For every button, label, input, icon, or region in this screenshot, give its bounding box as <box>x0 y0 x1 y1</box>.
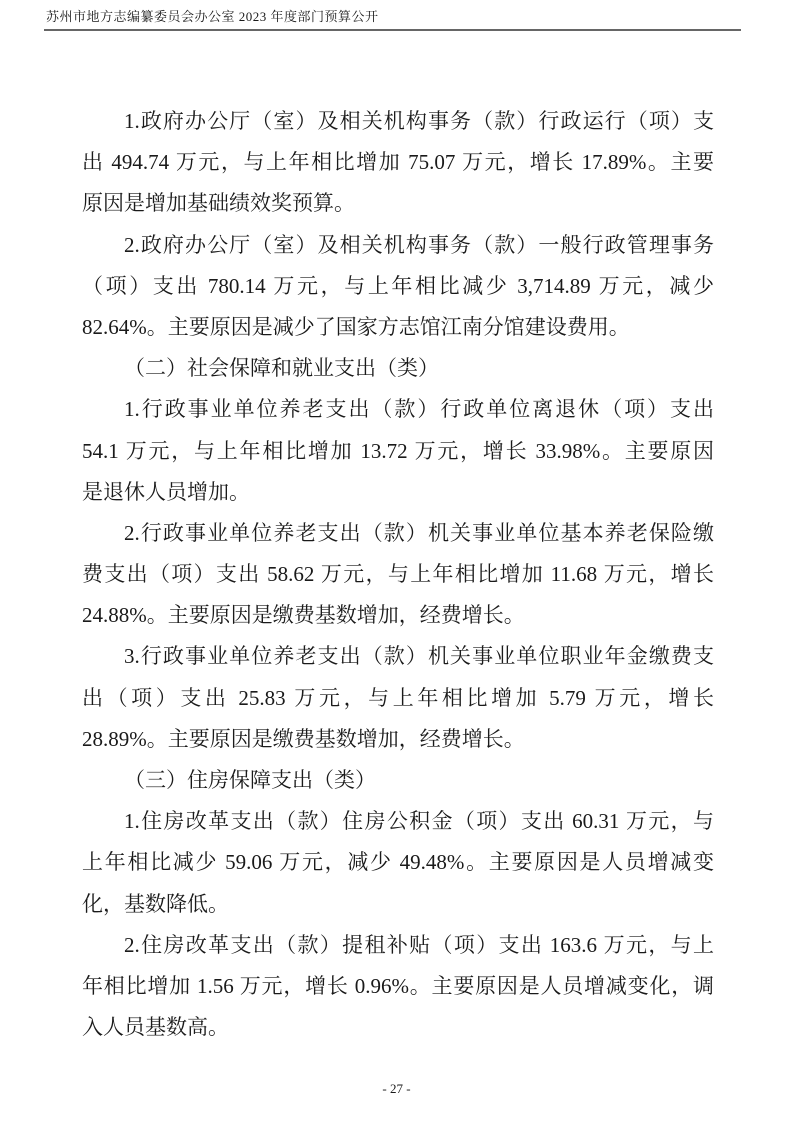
paragraph <box>82 801 714 925</box>
text-line: （二）社会保障和就业支出（类） <box>124 356 439 381</box>
text-line: 2.政府办公厅（室）及相关机构事务（款）一般行政管理事务 <box>124 232 714 257</box>
text-line: 1.住房改革支出（款）住房公积金（项）支出 60.31 万元，与 <box>124 809 714 834</box>
paragraph <box>82 389 714 513</box>
text-line: 3.行政事业单位养老支出（款）机关事业单位职业年金缴费支 <box>124 644 714 669</box>
text-line: 28.89%。主要原因是缴费基数增加，经费增长。 <box>82 726 525 751</box>
paragraph <box>82 513 714 637</box>
text-line: 1.政府办公厅（室）及相关机构事务（款）行政运行（项）支 <box>124 109 714 133</box>
text-line: 上年相比减少 59.06 万元，减少 49.48%。主要原因是人员增减变 <box>82 850 714 875</box>
text-line: 入人员基数高。 <box>82 1015 229 1040</box>
header-title: 苏州市地方志编纂委员会办公室 2023 年度部门预算公开 <box>46 9 379 24</box>
header-rule <box>44 29 741 31</box>
text-line: 年相比增加 1.56 万元，增长 0.96%。主要原因是人员增减变化，调 <box>82 973 714 998</box>
page-footer <box>0 1080 793 1097</box>
text-line: 化，基数降低。 <box>82 891 229 916</box>
document-body <box>82 101 714 1048</box>
text-line: 出 494.74 万元，与上年相比增加 75.07 万元，增长 17.89%。主要 <box>82 150 714 175</box>
text-line: 2.住房改革支出（款）提租补贴（项）支出 163.6 万元，与上 <box>124 932 714 957</box>
text-line: 出（项）支出 25.83 万元，与上年相比增加 5.79 万元，增长 <box>82 685 714 710</box>
paragraph <box>82 760 714 801</box>
text-line: 24.88%。主要原因是缴费基数增加，经费增长。 <box>82 603 525 628</box>
text-line: （项）支出 780.14 万元，与上年相比减少 3,714.89 万元，减少 <box>82 273 714 298</box>
paragraph <box>82 348 714 389</box>
paragraph <box>82 225 714 349</box>
text-line: 1.行政事业单位养老支出（款）行政单位离退休（项）支出 <box>124 397 714 422</box>
paragraph <box>82 101 714 225</box>
text-line: 82.64%。主要原因是减少了国家方志馆江南分馆建设费用。 <box>82 314 630 339</box>
paragraph <box>82 636 714 760</box>
text-line: 是退休人员增加。 <box>82 479 250 504</box>
text-line: 费支出（项）支出 58.62 万元，与上年相比增加 11.68 万元，增长 <box>82 562 714 587</box>
text-line: （三）住房保障支出（类） <box>124 768 376 792</box>
text-line: 2.行政事业单位养老支出（款）机关事业单位基本养老保险缴 <box>124 520 714 545</box>
text-line: 原因是增加基础绩效奖预算。 <box>82 191 355 216</box>
page-number: - 27 - <box>382 1081 411 1096</box>
paragraph <box>82 925 714 1049</box>
text-line: 54.1 万元，与上年相比增加 13.72 万元，增长 33.98%。主要原因 <box>82 438 714 463</box>
